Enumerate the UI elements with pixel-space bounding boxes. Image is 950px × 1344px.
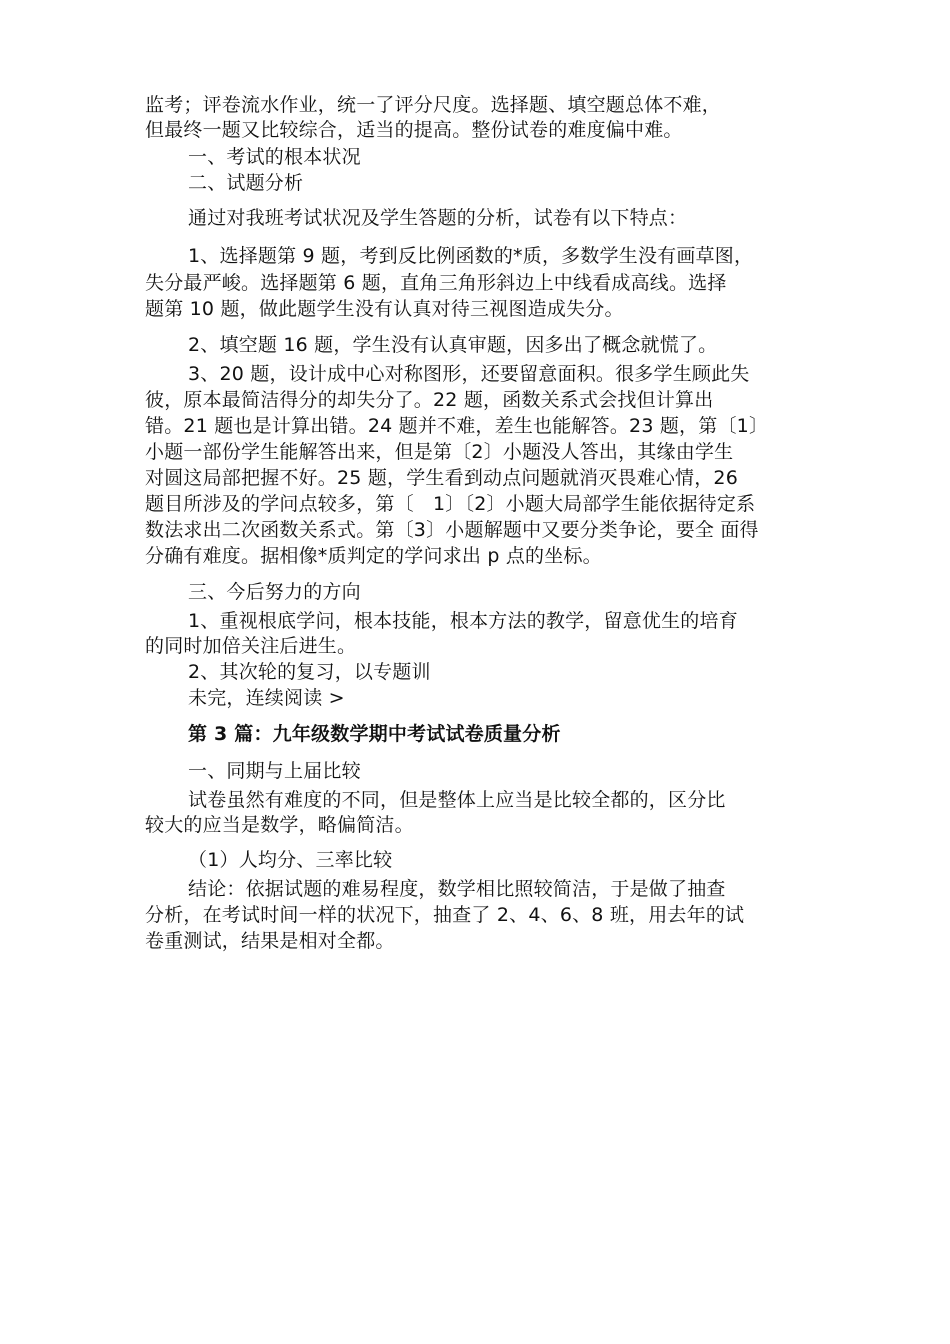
text-line: 3、20 题，设计成中心对称图形，还要留意面积。很多学生顾此失 [188,363,750,385]
section-heading: 一、考试的根本状况 [188,146,361,168]
section-heading: （1）人均分、三率比较 [188,849,393,871]
text-line: 错。21 题也是计算出错。24 题并不难，差生也能解答。23 题，第〔1〕 [145,415,769,437]
text-line: 对圆这局部把握不好。25 题，学生看到动点问题就消灭畏难心情，26 [145,467,738,489]
text-line: 结论：依据试题的难易程度，数学相比照较简洁，于是做了抽查 [188,878,726,900]
article-title: 第 3 篇：九年级数学期中考试试卷质量分析 [188,723,561,745]
text-line: 1、选择题第 9 题，考到反比例函数的*质，多数学生没有画草图， [188,245,754,267]
continue-reading-link[interactable]: 未完，连续阅读 > [188,687,345,709]
text-line: 监考；评卷流水作业，统一了评分尺度。选择题、填空题总体不难， [145,94,722,116]
text-line: 彼，原本最简洁得分的却失分了。22 题，函数关系式会找但计算出 [145,389,714,411]
text-line: 2、其次轮的复习，以专题训 [188,661,431,683]
text-line: 题第 10 题，做此题学生没有认真对待三视图造成失分。 [145,298,624,320]
text-line: 卷重测试，结果是相对全都。 [145,930,395,952]
text-line: 试卷虽然有难度的不同，但是整体上应当是比较全都的，区分比 [188,789,726,811]
text-line: 题目所涉及的学问点较多，第〔 1〕〔2〕小题大局部学生能依据待定系 [145,493,756,515]
text-line: 分析，在考试时间一样的状况下，抽查了 2、4、6、8 班，用去年的试 [145,904,745,926]
text-line: 的同时加倍关注后进生。 [145,635,357,657]
section-heading: 三、今后努力的方向 [188,581,361,603]
text-line: 通过对我班考试状况及学生答题的分析，试卷有以下特点： [188,207,688,229]
text-line: 2、填空题 16 题，学生没有认真审题，因多出了概念就慌了。 [188,334,718,356]
text-line: 失分最严峻。选择题第 6 题，直角三角形斜边上中线看成高线。选择 [145,272,727,294]
text-line: 较大的应当是数学，略偏简洁。 [145,814,414,836]
section-heading: 二、试题分析 [188,172,304,194]
text-line: 数法求出二次函数关系式。第〔3〕小题解题中又要分类争论，要全 面得 [145,519,759,541]
section-heading: 一、同期与上届比较 [188,760,361,782]
text-line: 1、重视根底学问，根本技能，根本方法的教学，留意优生的培育 [188,610,738,632]
text-line: 但最终一题又比较综合，适当的提高。整份试卷的难度偏中难。 [145,119,683,141]
text-line: 分确有难度。据相像*质判定的学问求出 p 点的坐标。 [145,545,602,567]
text-line: 小题一部份学生能解答出来，但是第〔2〕小题没人答出，其缘由学生 [145,441,734,463]
